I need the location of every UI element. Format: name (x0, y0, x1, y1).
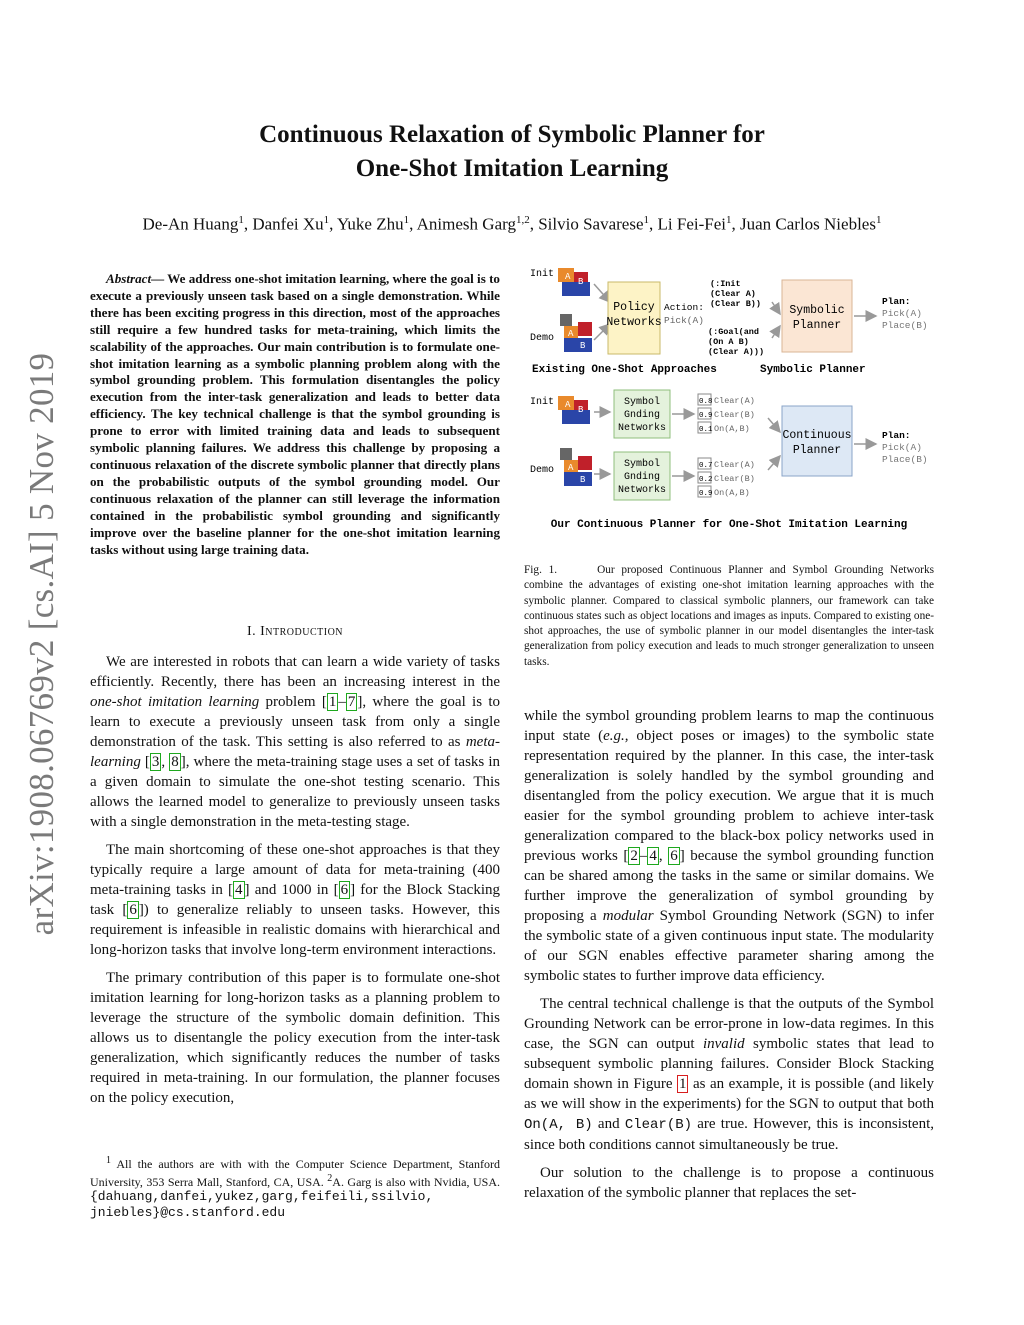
author-affil: 1 (875, 214, 882, 226)
author-affil: 1 (643, 214, 650, 226)
author-name: Silvio Savarese (538, 214, 644, 234)
sgn-label: Networks (617, 423, 667, 434)
paragraph: Our solution to the challenge is to propose a continuous relaxation of the symbolic planner that replaces the set- (524, 1165, 934, 1201)
abstract-text: We address one-shot imitation learning, where the goal is to execute a previously unseen task based on a single demonstration. While there has been exciting progress in this direction, most of the approaches still require a few hundred tasks for meta-training, which limits the scalability of the approaches. Our main contribution is to formulate one-shot imitation learning as a symbolic planning problem along with the symbol grounding problem. This formulation disentangles the policy execution from the inter-task generalization and leads to better data efficiency. The key technical challenge is that the symbol grounding is prone to error with limited training data and leads to subsequent symbolic planning failures. We address this challenge by proposing a continuous relaxation of the discrete symbolic planner that directly plans on the probabilistic outputs of the symbol grounding model. Our continuous relaxation of the planner can still leverage the information contained in the probabilistic symbol grounding and significantly improve over the baseline planner for the one-shot imitation learning tasks without using large training data. (90, 271, 500, 557)
plan-label: Plan: (882, 296, 911, 307)
sgn-label: Symbol (623, 397, 661, 408)
footnote-mark: 2 (327, 1172, 333, 1184)
section-title: Introduction (260, 624, 344, 639)
sgn-label: Networks (617, 485, 667, 496)
paper-title (0, 118, 1024, 186)
code-predicate: Clear(B) (624, 1117, 693, 1133)
citation-link[interactable]: 6 (670, 848, 678, 864)
probability-value: 0.1 (699, 426, 713, 434)
probability-value: 0.9 (699, 412, 713, 420)
robot-demo-icon (560, 448, 592, 486)
text-run: The main shortcoming of these one-shot approaches is that they typically require a large amount of data for meta-training (400 meta-training tasks in [ (90, 842, 500, 898)
init-state-line: (Clear B)) (710, 299, 762, 309)
abstract-dash: — (151, 271, 165, 286)
action-label: Action: (664, 302, 704, 313)
intro-left-column (90, 652, 500, 1116)
symbolic-label: Planner (792, 319, 842, 332)
block-label: A (565, 272, 571, 282)
title-line-2: One-Shot Imitation Learning (355, 155, 669, 182)
author-affil: 1 (725, 214, 732, 226)
code-predicate: On(A, B) (524, 1117, 593, 1133)
continuous-approach-label: Our Continuous Planner for One-Shot Imitation Learning (550, 519, 908, 531)
text-run: ] because the symbol grounding function can be shared among the tasks in the same or similar domains. We further improve the generalization of symbol grounding by proposing a (524, 848, 934, 924)
intro-right-column (524, 706, 934, 1211)
text-run: Symbol Grounding Network (SGN) to infer the symbolic state of a given continuous input state. The modularity of our SGN enables effective parameter sharing among the symbolic states to further improve data efficiency. (524, 908, 934, 984)
text-run: , (658, 848, 669, 864)
block-label: B (578, 405, 584, 415)
text-run: problem [ (259, 694, 327, 710)
citation-link[interactable]: 8 (171, 754, 179, 770)
emphasis: one-shot imitation learning (90, 694, 260, 710)
block-label: A (565, 400, 571, 410)
symbolic-planner-label: Symbolic Planner (760, 364, 866, 376)
citation-link[interactable]: 1 (328, 694, 337, 710)
text-run: We are interested in robots that can learn a wide variety of tasks efficiently. Recently, there has been an increasing interest in the (90, 654, 500, 690)
block-label: A (568, 463, 574, 473)
block-label: B (580, 341, 586, 351)
author-affil: 1 (403, 214, 410, 226)
citation-link[interactable]: 2 (630, 848, 638, 864)
probability-list-demo (698, 458, 755, 498)
robot-demo-icon (560, 314, 592, 352)
text-run: ], where the goal is to learn to execute a previously unseen task from only a single demonstration of the task. This setting is also referred to as (90, 694, 500, 750)
probability-list-init (698, 394, 755, 434)
author-name: Yuke Zhu (337, 214, 404, 234)
continuous-label: Continuous (782, 429, 852, 442)
action-value: Pick(A) (664, 315, 704, 326)
figure-1 (524, 262, 934, 534)
init-label: Init (530, 269, 555, 280)
plan-label: Plan: (882, 430, 911, 441)
existing-approaches-label: Existing One-Shot Approaches (532, 364, 717, 376)
predicate: On(A,B) (714, 488, 750, 498)
demo-label: Demo (530, 465, 555, 476)
paragraph: The primary contribution of this paper is to formulate one-shot imitation learning for long-horizon tasks as a planning problem to leverage the structure of the symbolic domain definition. This allows us to disentangle the policy execution from the inter-task generalization, which significantly reduces the number of tasks required in meta-training. In our formulation, the planner focuses on the policy execution, (90, 970, 500, 1106)
probability-value: 0.8 (699, 398, 713, 406)
paragraph (524, 706, 934, 986)
text-run: ] for the Block Stacking task [ (90, 882, 500, 918)
predicate: On(A,B) (714, 424, 750, 434)
text-run: ] and 1000 in [ (244, 882, 339, 898)
author-affil: 1 (238, 214, 244, 226)
demo-label: Demo (530, 333, 555, 344)
text-run: ], where the meta-training stage uses a set of tasks in a given domain to simulate the one-shot testing scenario. This allows the learned model to generalize to previously unseen tasks with a single demonstration in the meta-testing stage. (90, 754, 500, 830)
text-run: as an example, it is possible (and likely as we will show in the experiments) for the SGN to output that both (524, 1076, 934, 1112)
abstract-label: Abstract (106, 271, 152, 286)
author-name: Juan Carlos Niebles (739, 214, 876, 234)
policy-label: Networks (606, 316, 662, 329)
citation-link[interactable]: 4 (649, 848, 657, 864)
text-run: – (338, 694, 346, 710)
section-heading (90, 624, 500, 640)
sgn-label: Gnding (623, 410, 661, 421)
paragraph (524, 994, 934, 1155)
goal-state-line: (Clear A))) (708, 347, 765, 357)
plan-step: Place(B) (882, 454, 928, 465)
predicate: Clear(B) (714, 474, 755, 484)
footnote-text: All the authors are with with the Computer Science Department, Stanford University, 353 Serra Mall, Stanford, CA, USA. (90, 1157, 500, 1189)
footnote-emails: {dahuang,danfei,yukez,garg,feifeili,ssilvio, jniebles}@cs.stanford.edu (90, 1189, 434, 1220)
citation-link[interactable]: 3 (151, 754, 160, 770)
block-stack-icon (558, 396, 590, 424)
init-state-line: (:Init (710, 279, 741, 289)
author-affil: 1,2 (515, 214, 530, 226)
text-run: and (592, 1116, 625, 1132)
text-run: – (639, 848, 648, 864)
author-name: Li Fei-Fei (657, 214, 726, 234)
footnote-mark: 1 (106, 1155, 111, 1166)
author-name: De-An Huang (142, 214, 239, 234)
predicate: Clear(B) (714, 410, 755, 420)
block-stack-icon (558, 268, 590, 296)
predicate: Clear(A) (714, 396, 755, 406)
text-run: [ (140, 754, 150, 770)
author-affil: 1 (323, 214, 330, 226)
goal-state-line: (:Goal(and (708, 327, 760, 337)
figure-1-diagram (524, 262, 934, 534)
emphasis: invalid (702, 1036, 745, 1052)
text-run: The central technical challenge is that the outputs of the Symbol Grounding Network can be error-prone in low-data regimes. In this case, the SGN can output (524, 996, 934, 1052)
paragraph (90, 652, 500, 832)
predicate: Clear(A) (714, 460, 755, 470)
probability-value: 0.9 (699, 490, 713, 498)
text-run: symbolic states that lead to subsequent symbolic planning failures. Consider Block Stacking domain shown in Figure (524, 1036, 934, 1092)
policy-label: Policy (613, 301, 655, 314)
citation-link[interactable]: 4 (235, 882, 243, 898)
init-label: Init (530, 397, 555, 408)
section-number: I. (246, 624, 257, 639)
text-run: while the symbol grounding problem learns to map the continuous input state ( (524, 708, 934, 744)
emphasis: e.g., (603, 728, 629, 744)
author-name: Animesh Garg (416, 214, 516, 234)
emphasis: meta-learning (90, 734, 500, 770)
author-list: De-An Huang$^1$, Danfei Xu$^1$, Yuke Zhu$^1$, Animesh Garg$^{1,2}$, Silvio Savarese$^1$, Li Fei-Fei$^1$, Juan Carlos Niebles$^1$ (142, 214, 882, 234)
abstract (90, 271, 500, 558)
symbolic-label: Symbolic (789, 304, 845, 317)
paragraph (90, 840, 500, 960)
block-label: B (580, 475, 586, 485)
figure-reference-link[interactable]: 1 (678, 1076, 687, 1092)
continuous-label: Planner (792, 444, 842, 457)
emphasis: modular (602, 908, 654, 924)
title-line-1: Continuous Relaxation of Symbolic Planner for (259, 121, 765, 148)
footnote (90, 1154, 500, 1220)
citation-link[interactable]: 6 (340, 882, 349, 898)
text-run: ]) to generalize reliably to unseen tasks. However, this requirement is infeasible in realistic domains with hierarchical and long-horizon tasks that involve long-term environment interactions. (90, 902, 500, 958)
goal-state-line: (On A B) (708, 337, 749, 347)
plan-step: Place(B) (882, 320, 928, 331)
block-label: B (578, 277, 584, 287)
sgn-label: Gnding (623, 472, 661, 483)
citation-link[interactable]: 6 (129, 902, 137, 918)
text-run: object poses or images) to the symbolic state representation required by the planner. In this case, the inter-task generalization is solely handled by the symbol grounding and disentangled from the policy execution. We argue that it is much easier for the symbol grounding problem to achieve inter-task generalization compared to the black-box policy networks used in previous works [ (524, 728, 934, 864)
probability-value: 0.2 (699, 476, 713, 484)
block-label: A (568, 329, 574, 339)
probability-value: 0.7 (699, 462, 713, 470)
author-name: Danfei Xu (252, 214, 324, 234)
text-run: , (161, 754, 170, 770)
arxiv-stamp: arXiv:1908.06769v2 [cs.AI] 5 Nov 2019 (22, 352, 61, 936)
plan-step: Pick(A) (882, 308, 922, 319)
caption-text: Our proposed Continuous Planner and Symbol Grounding Networks combine the advantages of existing one-shot imitation learning approaches with the symbolic planner. Compared to classical symbolic planners, our framework can take continuous states such as object locations and images as inputs. Compared to existing one-shot approaches, the use of symbolic planner in our model disentangles the inter-task generalization from policy execution and leads to much stronger generalization to unseen tasks. (524, 564, 934, 668)
plan-step: Pick(A) (882, 442, 922, 453)
sgn-label: Symbol (623, 459, 661, 470)
text-run: are true. However, this is inconsistent, since both conditions cannot simultaneously be true. (524, 1116, 935, 1153)
figure-caption (524, 563, 934, 670)
figure-label: Fig. 1. (524, 564, 558, 576)
init-state-line: (Clear A) (710, 289, 756, 299)
citation-link[interactable]: 7 (347, 694, 356, 710)
footnote-text: A. Garg is also with Nvidia, USA. (332, 1174, 500, 1189)
